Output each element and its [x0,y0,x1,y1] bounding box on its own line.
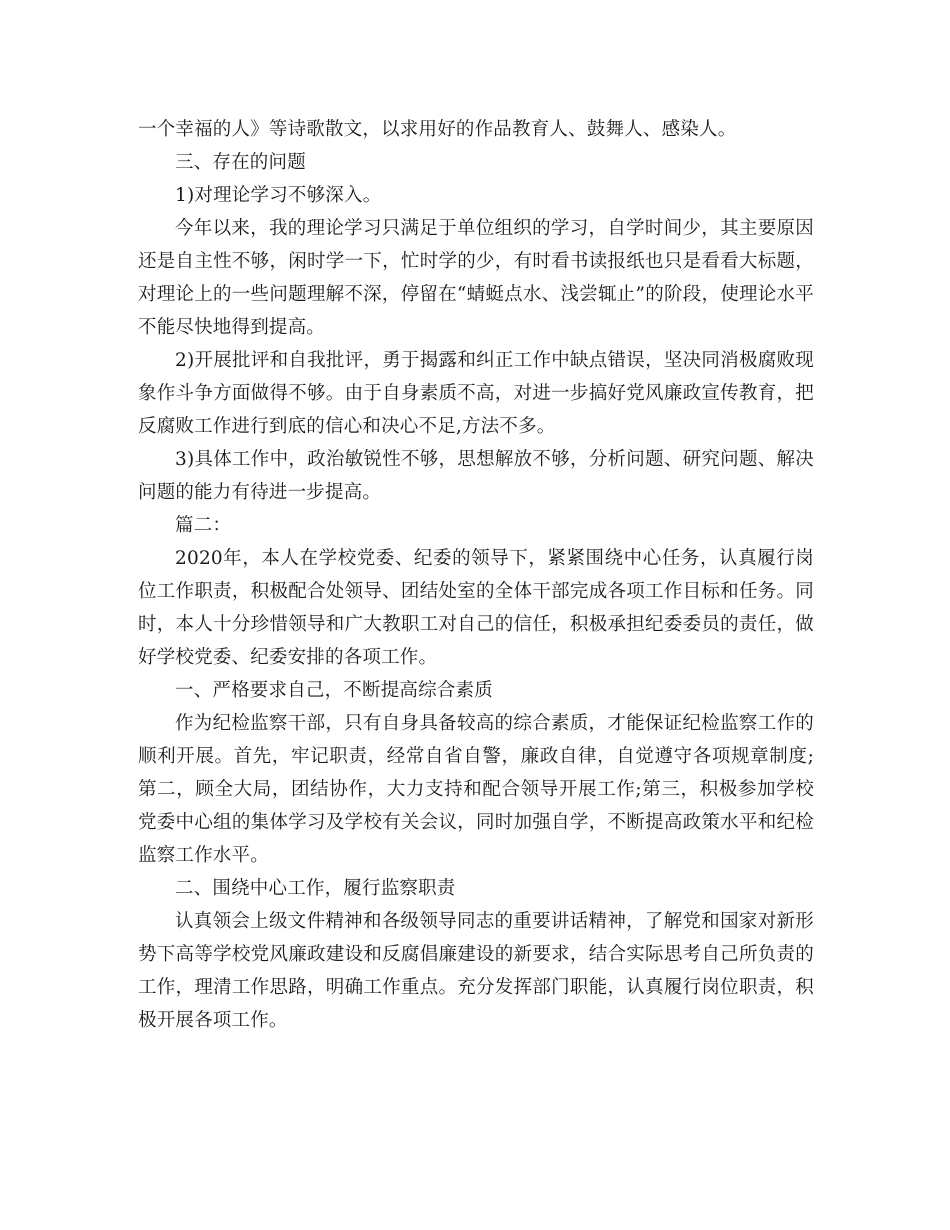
problem-item-1: 1)对理论学习不够深入。 [175,185,382,206]
paragraph-intro-2020: 2020年，本人在学校党委、纪委的领导下，紧紧围绕中心任务，认真履行岗位工作职责，积极配合处领导、团结处室的全体干部完成各项工作目标和任务。同时，本人十分珍惜领导和广大教职工对自己的信任，积极承担纪委委员的责任，做好学校党委、纪委安排的各项工作。 [138,548,814,668]
document-body [138,113,814,1037]
section-heading-problems: 三、存在的问题 [175,152,306,173]
section-heading-requirements: 一、严格要求自己，不断提高综合素质 [175,680,493,701]
part-heading-two: 篇二： [175,515,232,536]
paragraph-quality: 作为纪检监察干部，只有自身具备较高的综合素质，才能保证纪检监察工作的顺利开展。首先，牢记职责，经常自省自警，廉政自律，自觉遵守各项规章制度;第二，顾全大局，团结协作，大力支持和配合领导开展工作;第三，积极参加学校党委中心组的集体学习及学校有关会议，同时加强自学，不断提高政策水平和纪检监察工作水平。 [138,713,814,866]
paragraph-duties: 认真领会上级文件精神和各级领导同志的重要讲话精神，了解党和国家对新形势下高等学校党风廉政建设和反腐倡廉建设的新要求，结合实际思考自己所负责的工作，理清工作思路，明确工作重点。充分发挥部门职能，认真履行岗位职责，积极开展各项工作。 [138,911,814,1031]
problem-item-3: 3)具体工作中，政治敏锐性不够，思想解放不够，分析问题、研究问题、解决问题的能力有待进一步提高。 [138,449,814,503]
paragraph-theory-study: 今年以来，我的理论学习只满足于单位组织的学习，自学时间少，其主要原因还是自主性不够，闲时学一下，忙时学的少，有时看书读报纸也只是看看大标题，对理论上的一些问题理解不深，停留在“蜻蜓点水、浅尝辄止”的阶段，使理论水平不能尽快地得到提高。 [138,218,814,338]
section-heading-duties: 二、围绕中心工作，履行监察职责 [175,878,456,899]
problem-item-2: 2)开展批评和自我批评，勇于揭露和纠正工作中缺点错误，坚决同消极腐败现象作斗争方面做得不够。由于自身素质不高，对进一步搞好党风廉政宣传教育，把反腐败工作进行到底的信心和决心不足,方法不多。 [138,350,814,437]
paragraph-continuation: 一个幸福的人》等诗歌散文，以求用好的作品教育人、鼓舞人、感染人。 [138,119,737,140]
